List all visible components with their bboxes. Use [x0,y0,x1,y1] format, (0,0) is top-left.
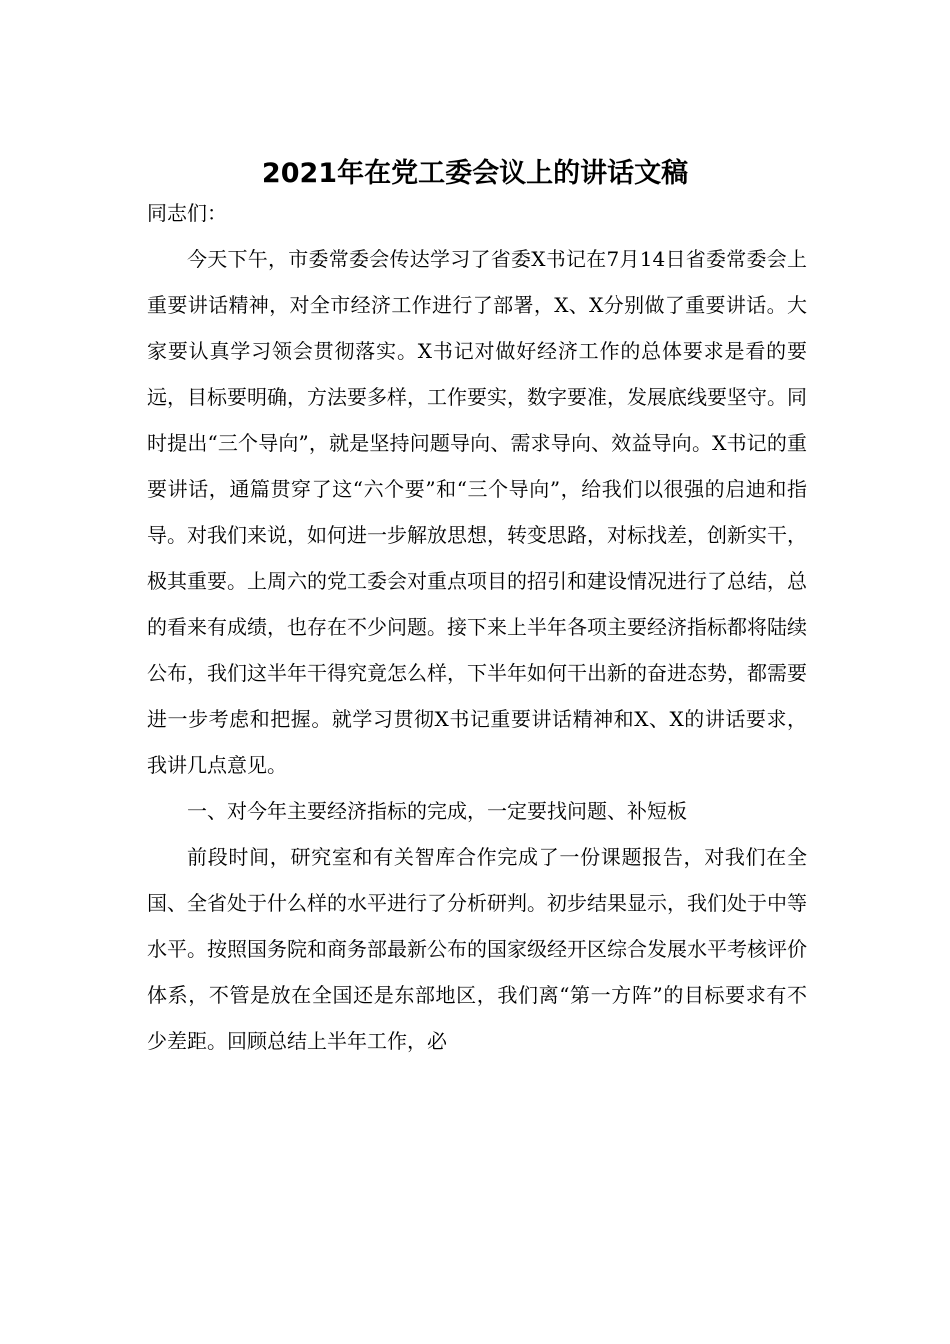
document-body [147,190,807,1064]
document-title: 2021年在党工委会议上的讲话文稿 [261,158,689,189]
paragraph-intro: 今天下午，市委常委会传达学习了省委X书记在7月14日省委常委会上重要讲话精神，对全市经济工作进行了部署，X、X分别做了重要讲话。大家要认真学习领会贯彻落实。X书记对做好经济工作的总体要求是看的要远，目标要明确，方法要多样，工作要实，数字要准，发展底线要坚守。同时提出“三个导向”，就是坚持问题导向、需求导向、效益导向。X书记的重要讲话，通篇贯穿了这“六个要”和“三个导向”，给我们以很强的启迪和指导。对我们来说，如何进一步解放思想，转变思路，对标找差，创新实干，极其重要。上周六的党工委会对重点项目的招引和建设情况进行了总结，总的看来有成绩，也存在不少问题。接下来上半年各项主要经济指标都将陆续公布，我们这半年干得究竟怎么样，下半年如何干出新的奋进态势，都需要进一步考虑和把握。就学习贯彻X书记重要讲话精神和X、X的讲话要求，我讲几点意见。 [147,247,807,777]
salutation: 同志们： [147,201,227,225]
section-heading-1: 一、对今年主要经济指标的完成，一定要找问题、补短板 [187,799,687,823]
paragraph-section-1: 前段时间，研究室和有关智库合作完成了一份课题报告，对我们在全国、全省处于什么样的水平进行了分析研判。初步结果显示，我们处于中等水平。按照国务院和商务部最新公布的国家级经开区综合发展水平考核评价体系，不管是放在全国还是东部地区，我们离“第一方阵”的目标要求有不少差距。回顾总结上半年工作，必 [147,845,807,1053]
